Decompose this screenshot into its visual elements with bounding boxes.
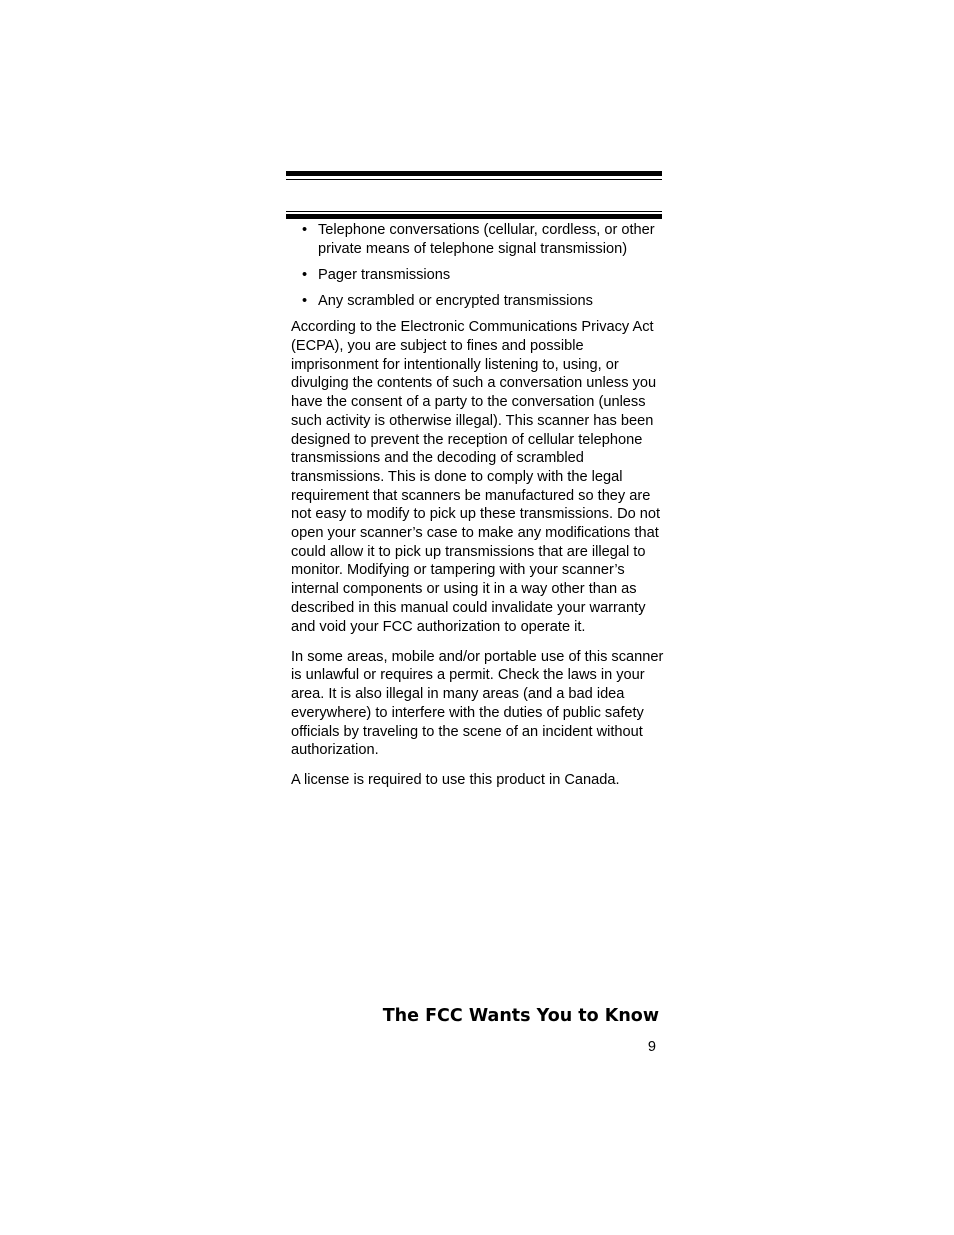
bullet-icon: •: [302, 266, 308, 283]
section-rule-thick: [286, 214, 662, 219]
top-rule-thin: [286, 179, 662, 180]
bullet-list: [291, 221, 665, 311]
section-rule-thin: [286, 211, 662, 212]
list-item: [291, 221, 658, 258]
bullet-icon: •: [302, 293, 308, 310]
list-item-text: Pager transmissions: [318, 266, 451, 283]
list-item-text: Telephone conversations (cellular, cordless, or other private means of telephone signal transmission): [318, 222, 655, 257]
top-rule-thick: [286, 171, 662, 176]
list-item-text: Any scrambled or encrypted transmissions: [318, 293, 593, 310]
list-item: [291, 292, 658, 311]
section-title: The FCC Wants You to Know: [382, 1006, 659, 1026]
mobile-use-paragraph: In some areas, mobile and/or portable use of this scanner is unlawful or requires a permit. Check the laws in your area. It is also illegal in many areas (and a bad idea everywhere) to interfere with the duties of public safety officials by traveling to the scene of an incident without authorization.: [291, 648, 664, 759]
page-number: 9: [647, 1039, 656, 1055]
ecpa-paragraph: According to the Electronic Communications Privacy Act (ECPA), you are subject to fines and possible imprisonment for intentionally listening to, using, or divulging the contents of such a conversation unless you have the consent of a party to the conversation (unless such activity is otherwise illegal). This scanner has been designed to prevent the reception of cellular telephone transmissions and the decoding of scrambled transmissions. This is done to comply with the legal requirement that scanners be manufactured so they are not easy to modify to pick up these transmissions. Do not open your scanner’s case to make any modifications that could allow it to pick up transmissions that are illegal to monitor. Modifying or tampering with your scanner’s internal components or using it in a way other than as described in this manual could invalidate your warranty and void your FCC authorization to operate it.: [291, 319, 661, 635]
page-body: [291, 221, 665, 802]
list-item: [291, 266, 658, 285]
canada-license-paragraph: A license is required to use this product in Canada.: [291, 772, 620, 789]
bullet-icon: •: [302, 222, 308, 238]
